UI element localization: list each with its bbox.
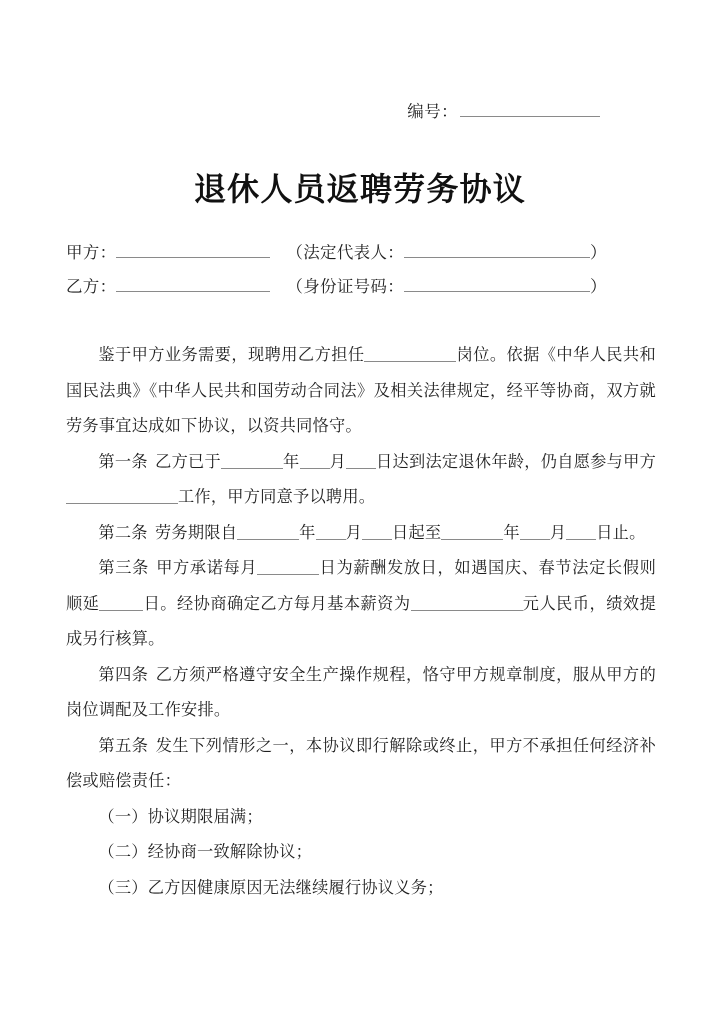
clause-4-segment-1: 乙方须严格遵守安全生产操作规程，恪守甲方规章制度，服从甲方的岗位调配及工作安排。 xyxy=(66,665,657,719)
party-b-label: 乙方： xyxy=(66,278,117,296)
clause-4-paragraph xyxy=(66,658,656,729)
clause-1-segment-1: 乙方已于 xyxy=(155,452,221,471)
party-b-paren-open: （ xyxy=(286,278,304,296)
preamble-segment-1: 鉴于甲方业务需要，现聘用乙方担任 xyxy=(98,346,365,364)
clause-1-segment-3: 月 xyxy=(329,452,347,471)
clause-3-segment-1: 甲方承诺每月 xyxy=(156,559,258,577)
document-number-label: 编号： xyxy=(407,103,458,121)
clause-2-segment-2: 年 xyxy=(299,523,316,542)
clause-5-tag: 第五条 xyxy=(98,736,149,755)
parties-block xyxy=(66,236,656,304)
clause-2-start-month-blank[interactable] xyxy=(316,523,346,540)
termination-item-1-marker: （一） xyxy=(98,807,148,826)
termination-item-2 xyxy=(66,835,656,871)
document-body xyxy=(66,338,656,906)
clause-1-work-blank[interactable] xyxy=(66,487,178,504)
party-b-paren-close: ） xyxy=(590,278,607,296)
preamble-position-blank[interactable] xyxy=(364,345,456,362)
page-title: 退休人员返聘劳务协议 xyxy=(193,171,526,208)
clause-4-tag: 第四条 xyxy=(98,665,149,684)
party-row-b xyxy=(66,270,656,304)
party-a-name-blank[interactable] xyxy=(116,241,270,258)
clause-3-segment-2: 日为薪酬发放日，如遇国庆、春节法定长假则顺延 xyxy=(66,559,657,613)
clause-2-segment-6: 月 xyxy=(549,523,567,542)
party-a-sub-label: 法定代表人： xyxy=(303,244,405,262)
clause-5-segment-1: 发生下列情形之一，本协议即行解除或终止，甲方不承担任何经济补偿或赔偿责任： xyxy=(66,736,657,790)
clause-3-paragraph xyxy=(66,551,656,658)
preamble-segment-2: 岗位。依据《中华人民共和国民法典》《中华人民共和国劳动合同法》及相关法律规定，经平等协商，双方就劳务事宜达成如下协议，以资共同恪守。 xyxy=(66,346,656,435)
clause-2-segment-5: 年 xyxy=(503,523,520,542)
termination-item-3-marker: （三） xyxy=(98,878,148,897)
clause-3-segment-4: 元人民币，绩效提成另行核算。 xyxy=(66,594,657,648)
clause-3-postpone-days-blank[interactable] xyxy=(99,594,143,611)
clause-3-base-salary-blank[interactable] xyxy=(411,594,523,611)
party-a-paren-open: （ xyxy=(286,244,304,262)
clause-1-retire-year-blank[interactable] xyxy=(221,452,283,469)
clause-1-tag: 第一条 xyxy=(98,452,148,471)
termination-item-3 xyxy=(66,871,656,907)
clause-1-retire-day-blank[interactable] xyxy=(346,452,376,469)
party-b-id-number-blank[interactable] xyxy=(404,275,590,292)
clause-2-paragraph xyxy=(66,516,656,552)
termination-item-2-marker: （二） xyxy=(98,843,148,861)
party-a-legal-rep-blank[interactable] xyxy=(404,241,590,258)
clause-1-segment-5: 工作，甲方同意予以聘用。 xyxy=(178,488,376,506)
clause-2-segment-1: 劳务期限自 xyxy=(154,523,238,542)
clause-1-segment-4: 日达到法定退休年龄，仍自愿参与甲方 xyxy=(376,452,657,471)
clause-1-paragraph xyxy=(66,445,656,516)
clause-2-segment-4: 日起至 xyxy=(392,523,442,542)
party-row-a xyxy=(66,236,656,270)
termination-item-1 xyxy=(66,800,656,836)
party-a-label: 甲方： xyxy=(66,244,117,262)
document-number-row xyxy=(407,98,600,122)
preamble-paragraph xyxy=(66,338,656,445)
clause-3-payday-blank[interactable] xyxy=(257,558,319,575)
clause-2-start-day-blank[interactable] xyxy=(362,523,392,540)
party-b-name-blank[interactable] xyxy=(116,275,270,292)
party-b-sub-label: 身份证号码： xyxy=(303,278,405,296)
termination-item-3-text: 乙方因健康原因无法继续履行协议义务； xyxy=(147,878,444,897)
clause-2-segment-7: 日止。 xyxy=(596,523,646,542)
clause-3-segment-3: 日。经协商确定乙方每月基本薪资为 xyxy=(143,594,411,613)
termination-item-1-text: 协议期限届满； xyxy=(147,807,263,826)
termination-item-2-text: 经协商一致解除协议； xyxy=(147,843,313,861)
clause-2-tag: 第二条 xyxy=(98,523,148,542)
clause-5-paragraph xyxy=(66,729,656,800)
clause-3-tag: 第三条 xyxy=(98,559,149,577)
party-a-paren-close: ） xyxy=(590,244,607,262)
document-number-blank[interactable] xyxy=(460,100,600,117)
clause-2-end-year-blank[interactable] xyxy=(441,523,503,540)
clause-2-segment-3: 月 xyxy=(345,523,363,542)
clause-2-end-month-blank[interactable] xyxy=(520,523,550,540)
clause-1-segment-2: 年 xyxy=(282,452,300,471)
clause-2-start-year-blank[interactable] xyxy=(237,523,299,540)
clause-2-end-day-blank[interactable] xyxy=(566,523,596,540)
clause-1-retire-month-blank[interactable] xyxy=(300,452,330,469)
